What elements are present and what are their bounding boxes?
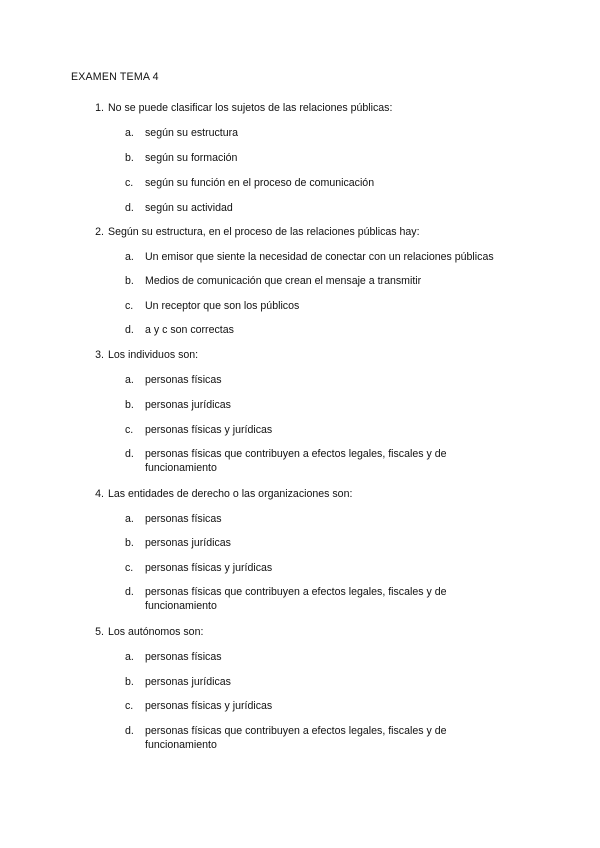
question-number: 1. [95,102,104,114]
option-text: según su estructura [145,127,239,139]
option-text: personas jurídicas [145,537,231,549]
option-letter: a. [125,513,134,525]
option-text: personas físicas y jurídicas [145,700,273,712]
option-letter: d. [125,324,134,336]
option-text: personas físicas y jurídicas [145,562,273,574]
option-letter: d. [125,448,134,460]
question-text: Las entidades de derecho o las organizaciones son: [108,488,353,500]
question-text: No se puede clasificar los sujetos de las relaciones públicas: [108,102,393,114]
option-text: a y c son correctas [145,324,234,336]
option-text: personas físicas [145,651,222,663]
option-letter: b. [125,537,134,549]
option-letter: b. [125,152,134,164]
question-text: Según su estructura, en el proceso de las relaciones públicas hay: [108,226,420,238]
option-text: personas físicas que contribuyen a efectos legales, fiscales y de funcionamiento [145,448,447,474]
option-text: personas jurídicas [145,676,231,688]
option-letter: d. [125,725,134,737]
option-text: según su actividad [145,202,233,214]
option-letter: d. [125,202,134,214]
option-text: personas físicas [145,374,222,386]
option-text: según su formación [145,152,238,164]
option-letter: b. [125,399,134,411]
question-text: Los autónomos son: [108,626,204,638]
option-text: personas físicas [145,513,222,525]
question-number: 5. [95,626,104,638]
option-letter: c. [125,300,134,312]
option-letter: a. [125,251,134,263]
option-letter: d. [125,586,134,598]
option-text: Un emisor que siente la necesidad de conectar con un relaciones públicas [145,251,494,263]
option-text: personas físicas que contribuyen a efectos legales, fiscales y de funcionamiento [145,586,447,612]
option-text: personas jurídicas [145,399,231,411]
option-text: personas físicas que contribuyen a efectos legales, fiscales y de funcionamiento [145,725,447,751]
option-letter: b. [125,676,134,688]
option-letter: c. [125,424,134,436]
option-text: personas físicas y jurídicas [145,424,273,436]
question-number: 3. [95,349,104,361]
option-text: Un receptor que son los públicos [145,300,300,312]
document-title: EXAMEN TEMA 4 [71,71,159,83]
option-letter: b. [125,275,134,287]
option-text: según su función en el proceso de comunicación [145,177,375,189]
question-text: Los individuos son: [108,349,199,361]
option-letter: c. [125,700,134,712]
option-letter: a. [125,651,134,663]
option-letter: a. [125,127,134,139]
question-number: 4. [95,488,104,500]
option-letter: a. [125,374,134,386]
option-letter: c. [125,562,134,574]
option-text: Medios de comunicación que crean el mensaje a transmitir [145,275,422,287]
option-letter: c. [125,177,134,189]
question-number: 2. [95,226,104,238]
